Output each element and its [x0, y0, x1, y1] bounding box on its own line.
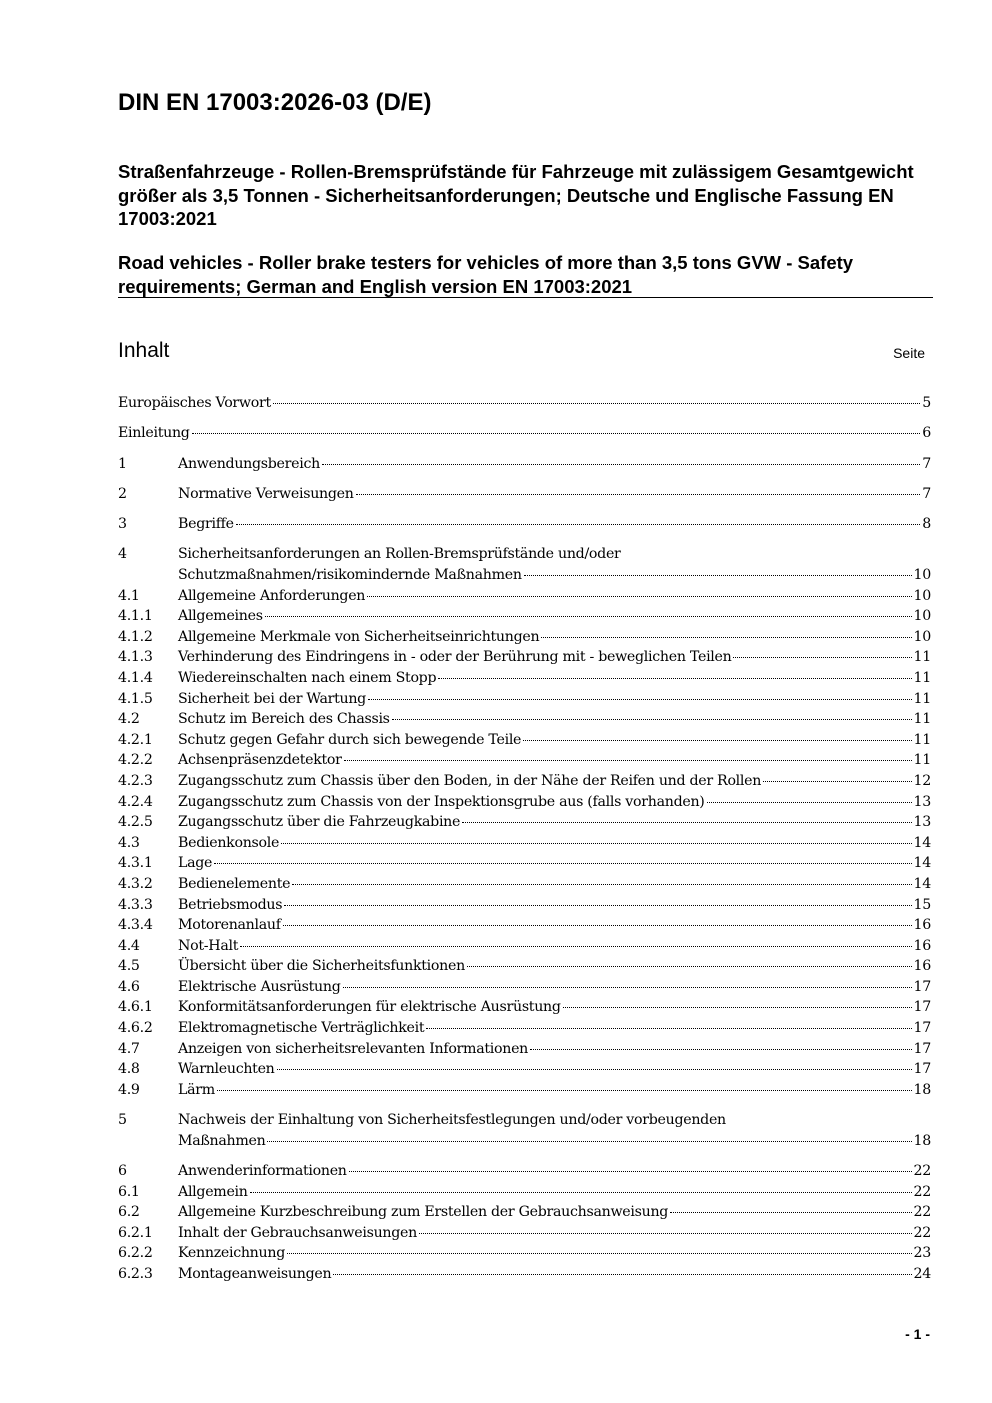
toc-entry-page: 6 — [922, 425, 931, 442]
toc-entry-title: Allgemeine Merkmale von Sicherheitseinrichtungen — [178, 628, 540, 645]
toc-entry-page: 16 — [913, 937, 931, 954]
toc-entry[interactable] — [118, 1182, 931, 1203]
toc-entry-title: Wiedereinschalten nach einem Stopp — [178, 669, 437, 686]
toc-entry-title: Allgemeine Anforderungen — [178, 587, 366, 604]
toc-dot-leader — [670, 1212, 911, 1213]
toc-dot-leader — [367, 596, 911, 597]
toc-entry-title: Sicherheitsanforderungen an Rollen-Bremsprüfstände und/oder — [178, 546, 621, 563]
toc-entry-title: Inhalt der Gebrauchsanweisungen — [178, 1224, 417, 1241]
toc-entry-page: 10 — [913, 608, 931, 625]
toc-entry-title: Sicherheit bei der Wartung — [178, 690, 366, 707]
toc-entry-page: 17 — [913, 1020, 931, 1037]
toc-dot-leader — [707, 802, 912, 803]
toc-entry-number: 1 — [118, 455, 127, 472]
toc-dot-leader — [419, 1233, 912, 1234]
toc-entry-title: Zugangsschutz zum Chassis von der Inspektionsgrube aus (falls vorhanden) — [178, 793, 705, 810]
toc-entry-number: 4.3.3 — [118, 896, 153, 913]
toc-entry-title: Nachweis der Einhaltung von Sicherheitsfestlegungen und/oder vorbeugenden — [178, 1112, 726, 1129]
toc-entry-title: Verhinderung des Eindringens in - oder der Berührung mit - beweglichen Teilen — [178, 649, 732, 666]
toc-dot-leader — [287, 1253, 912, 1254]
toc-entry-number: 4.6.2 — [118, 1020, 153, 1037]
toc-dot-leader — [236, 524, 921, 525]
toc-entry-page: 24 — [913, 1265, 931, 1282]
toc-entry[interactable] — [118, 812, 931, 833]
toc-dot-leader — [292, 884, 911, 885]
toc-entry-number: 4.1.3 — [118, 649, 153, 666]
toc-entry[interactable] — [118, 853, 931, 874]
toc-entry-title: Bedienelemente — [178, 875, 291, 892]
toc-entry[interactable] — [118, 709, 931, 730]
toc-dot-leader — [333, 1274, 911, 1275]
toc-entry[interactable] — [118, 895, 931, 916]
toc-entry-page: 11 — [913, 711, 931, 728]
toc-dot-leader — [426, 1028, 911, 1029]
toc-entry-number: 5 — [118, 1112, 127, 1129]
toc-entry-page: 13 — [913, 793, 931, 810]
toc-dot-leader — [343, 987, 912, 988]
toc-dot-leader — [462, 822, 911, 823]
toc-entry[interactable] — [118, 915, 931, 936]
toc-entry[interactable] — [118, 833, 931, 854]
toc-entry-title: Warnleuchten — [178, 1061, 275, 1078]
toc-entry-number: 4.4 — [118, 937, 140, 954]
toc-entry-title: Lage — [178, 855, 213, 872]
toc-entry[interactable] — [118, 1264, 931, 1285]
toc-entry-number: 6 — [118, 1163, 127, 1179]
toc-entry-number: 4.2.1 — [118, 731, 153, 748]
toc-entry-title: Zugangsschutz über die Fahrzeugkabine — [178, 814, 461, 831]
toc-entry-title: Not-Halt — [178, 937, 239, 954]
toc-entry-title: Zugangsschutz zum Chassis über den Boden, in der Nähe der Reifen und der Rollen — [178, 772, 762, 789]
toc-entry-page: 10 — [913, 628, 931, 645]
toc-entry-page: 22 — [913, 1163, 931, 1179]
toc-entry[interactable] — [118, 936, 931, 957]
toc-entry-title: Einleitung — [118, 425, 190, 442]
toc-entry-title: Bedienkonsole — [178, 834, 280, 851]
toc-entry-number: 6.2 — [118, 1204, 140, 1221]
toc-entry-number: 4.5 — [118, 958, 140, 975]
toc-entry-title: Anwenderinformationen — [178, 1163, 347, 1179]
toc-entry-title: Schutz im Bereich des Chassis — [178, 711, 390, 728]
toc-entry-title: Übersicht über die Sicherheitsfunktionen — [178, 958, 465, 975]
toc-entry-number: 4.8 — [118, 1061, 140, 1078]
toc-entry-title: Maßnahmen — [178, 1132, 266, 1149]
toc-dot-leader — [344, 760, 912, 761]
toc-entry-number: 4.2.5 — [118, 814, 153, 831]
toc-dot-leader — [217, 1090, 912, 1091]
toc-entry-page: 22 — [913, 1224, 931, 1241]
toc-dot-leader — [524, 575, 912, 576]
toc-entry[interactable] — [118, 730, 931, 751]
document-id: DIN EN 17003:2026-03 (D/E) — [118, 89, 432, 116]
toc-dot-leader — [284, 905, 911, 906]
toc-dot-leader — [214, 863, 911, 864]
toc-entry[interactable] — [118, 1018, 931, 1039]
toc-entry-page: 17 — [913, 1061, 931, 1078]
toc-entry-number: 4.1.2 — [118, 628, 153, 645]
toc-entry-page: 11 — [913, 731, 931, 748]
toc-entry-page: 5 — [922, 395, 931, 411]
toc-dot-leader — [356, 494, 921, 495]
toc-dot-leader — [438, 678, 911, 679]
toc-entry[interactable] — [118, 977, 931, 998]
toc-entry-page: 11 — [913, 669, 931, 686]
toc-entry-title: Allgemeines — [178, 608, 263, 625]
toc-entry[interactable] — [118, 997, 931, 1018]
toc-entry[interactable] — [118, 956, 931, 977]
toc-entry-page: 18 — [913, 1081, 931, 1098]
toc-entry-number: 4.1 — [118, 587, 140, 604]
toc-entry-number: 6.2.3 — [118, 1265, 153, 1282]
toc-dot-leader — [281, 843, 911, 844]
toc-entry-page: 11 — [913, 690, 931, 707]
toc-entry-number: 4 — [118, 546, 127, 563]
toc-entry[interactable] — [118, 627, 931, 648]
toc-entry-title: Betriebsmodus — [178, 896, 283, 913]
toc-entry-number: 6.2.1 — [118, 1224, 153, 1241]
toc-entry[interactable] — [118, 750, 931, 771]
toc-entry-page: 15 — [913, 896, 931, 913]
toc-entry-page: 18 — [913, 1132, 931, 1149]
toc-entry-page: 10 — [913, 587, 931, 604]
table-of-contents — [118, 393, 931, 1285]
toc-dot-leader — [368, 699, 912, 700]
toc-dot-leader — [192, 433, 921, 434]
toc-entry[interactable] — [118, 514, 931, 535]
toc-entry[interactable] — [118, 1202, 931, 1223]
toc-entry[interactable] — [118, 792, 931, 813]
toc-entry[interactable] — [118, 1243, 931, 1264]
toc-entry[interactable] — [118, 689, 931, 710]
toc-entry[interactable] — [118, 454, 931, 475]
toc-dot-leader — [563, 1007, 912, 1008]
toc-entry[interactable] — [118, 1059, 931, 1080]
toc-entry-number: 4.2.2 — [118, 752, 153, 769]
toc-entry[interactable] — [118, 668, 931, 689]
toc-entry[interactable] — [118, 1080, 931, 1101]
toc-dot-leader — [467, 966, 912, 967]
toc-entry-number: 2 — [118, 485, 127, 502]
title-english: Road vehicles - Roller brake testers for vehicles of more than 3,5 tons GVW - Safety requirements; German and English version EN 17003:2021 — [118, 252, 854, 297]
toc-entry-number: 6.2.2 — [118, 1245, 153, 1262]
toc-entry[interactable] — [118, 1161, 931, 1182]
toc-entry-number: 3 — [118, 516, 127, 533]
toc-entry-page: 17 — [913, 1040, 931, 1057]
toc-dot-leader — [283, 925, 912, 926]
toc-entry-page: 16 — [913, 917, 931, 934]
toc-entry[interactable] — [118, 606, 931, 627]
toc-entry[interactable] — [118, 393, 931, 414]
toc-entry-number: 4.1.1 — [118, 608, 153, 625]
toc-entry-page: 22 — [913, 1204, 931, 1221]
toc-entry-title: Schutzmaßnahmen/risikomindernde Maßnahmen — [178, 567, 522, 583]
toc-entry[interactable] — [118, 484, 931, 505]
toc-entry-number: 4.6 — [118, 978, 140, 995]
toc-entry[interactable] — [118, 423, 931, 444]
toc-entry-number: 4.7 — [118, 1040, 140, 1057]
toc-entry-title: Begriffe — [178, 516, 234, 533]
toc-dot-leader — [763, 781, 911, 782]
toc-entry-number: 6.1 — [118, 1183, 140, 1200]
toc-entry-number: 4.2.4 — [118, 793, 153, 810]
toc-entry-page: 8 — [922, 516, 931, 533]
toc-entry-title: Allgemeine Kurzbeschreibung zum Erstellen der Gebrauchsanweisung — [178, 1204, 669, 1221]
toc-entry-number: 4.1.4 — [118, 669, 153, 686]
toc-dot-leader — [277, 1069, 912, 1070]
toc-dot-leader — [392, 719, 912, 720]
toc-dot-leader — [733, 657, 911, 658]
toc-entry[interactable] — [118, 1039, 931, 1060]
toc-dot-leader — [541, 637, 911, 638]
toc-entry-title: Elektrische Ausrüstung — [178, 978, 341, 995]
toc-entry-page: 14 — [913, 875, 931, 892]
toc-entry-page: 13 — [913, 814, 931, 831]
toc-entry-title: Motorenanlauf — [178, 917, 281, 934]
toc-entry-number: 4.9 — [118, 1081, 140, 1098]
toc-entry[interactable] — [118, 874, 931, 895]
toc-entry-number: 4.2.3 — [118, 772, 153, 789]
toc-entry[interactable] — [118, 1223, 931, 1244]
toc-entry-title: Elektromagnetische Verträglichkeit — [178, 1020, 425, 1037]
toc-dot-leader — [240, 946, 911, 947]
toc-dot-leader — [530, 1049, 912, 1050]
toc-entry[interactable] — [118, 647, 931, 668]
toc-entry-number: 4.3.4 — [118, 917, 153, 934]
toc-page-label: Seite — [893, 345, 925, 361]
toc-dot-leader — [265, 616, 912, 617]
toc-entry-title: Anzeigen von sicherheitsrelevanten Informationen — [178, 1040, 529, 1057]
toc-entry-number: 4.6.1 — [118, 999, 153, 1016]
toc-entry-page: 17 — [913, 999, 931, 1016]
toc-dot-leader — [267, 1141, 911, 1142]
toc-entry-page: 14 — [913, 834, 931, 851]
toc-entry-title: Konformitätsanforderungen für elektrische Ausrüstung — [178, 999, 561, 1016]
toc-entry-title: Allgemein — [178, 1183, 248, 1200]
title-german: Straßenfahrzeuge - Rollen-Bremsprüfstände für Fahrzeuge mit zulässigem Gesamtgewicht größer als 3,5 Tonnen - Sicherheitsanforderungen; Deutsche und Englische Fassung EN 17003:2021 — [118, 161, 914, 229]
toc-entry-page: 7 — [922, 485, 931, 502]
toc-entry-title: Europäisches Vorwort — [118, 395, 271, 411]
toc-entry-title: Schutz gegen Gefahr durch sich bewegende Teile — [178, 731, 522, 748]
toc-entry-page: 14 — [913, 855, 931, 872]
toc-entry-number: 4.2 — [118, 711, 140, 728]
toc-entry-title: Achsenpräsenzdetektor — [178, 752, 342, 769]
toc-entry-page: 10 — [913, 567, 931, 583]
toc-entry[interactable] — [118, 771, 931, 792]
toc-entry-number: 4.3 — [118, 834, 140, 851]
toc-heading: Inhalt — [118, 339, 170, 362]
toc-entry-page: 16 — [913, 958, 931, 975]
toc-entry-title: Anwendungsbereich — [178, 455, 320, 472]
toc-entry-number: 4.3.2 — [118, 875, 153, 892]
toc-entry[interactable] — [118, 586, 931, 607]
toc-entry-title: Normative Verweisungen — [178, 485, 354, 502]
toc-entry[interactable] — [118, 544, 931, 585]
toc-dot-leader — [349, 1171, 912, 1172]
toc-dot-leader — [250, 1192, 912, 1193]
toc-entry-page: 12 — [913, 772, 931, 789]
toc-dot-leader — [322, 464, 920, 465]
toc-dot-leader — [273, 403, 920, 404]
toc-entry-page: 11 — [913, 649, 931, 666]
toc-entry[interactable] — [118, 1110, 931, 1151]
page-number: - 1 - — [905, 1326, 930, 1342]
toc-entry-title: Lärm — [178, 1081, 215, 1098]
toc-entry-page: 22 — [913, 1183, 931, 1200]
toc-dot-leader — [523, 740, 911, 741]
toc-entry-page: 7 — [922, 455, 931, 472]
toc-entry-page: 17 — [913, 978, 931, 995]
toc-entry-number: 4.3.1 — [118, 855, 153, 872]
title-divider — [118, 297, 933, 298]
toc-entry-number: 4.1.5 — [118, 690, 153, 707]
toc-entry-title: Montageanweisungen — [178, 1265, 332, 1282]
toc-entry-title: Kennzeichnung — [178, 1245, 285, 1262]
toc-entry-page: 23 — [913, 1245, 931, 1262]
toc-entry-page: 11 — [913, 752, 931, 769]
